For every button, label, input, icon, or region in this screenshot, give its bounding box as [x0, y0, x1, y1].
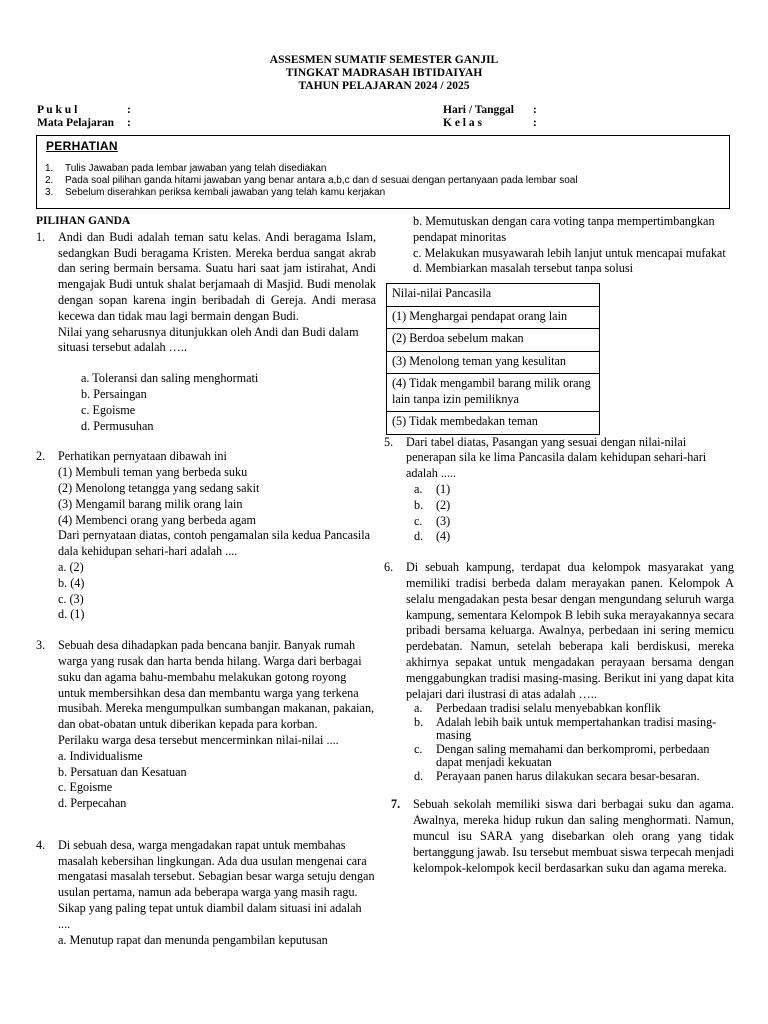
notice-box	[36, 135, 730, 209]
option-text: Dengan saling memahami dan berkompromi, perbedaan dapat menjadi kekuatan	[436, 741, 710, 770]
question-6	[384, 560, 734, 702]
option[interactable]	[414, 743, 734, 770]
hari-label: Hari / Tanggal	[443, 104, 514, 116]
option[interactable]: c. Melakukan musyawarah lebih lanjut untuk mencapai mufakat	[413, 245, 726, 260]
option[interactable]: c. Egoisme	[81, 402, 136, 417]
question-text: Di sebuah desa, warga mengadakan rapat untuk membahas masalah kebersihan lingkungan. Ada dua usulan mengenai cara mengatasi masalah tersebut. Sebagian besar warga setuju dengan usulan pertama, namun ada beberapa warga yang masih ragu. Sikap yang paling tepat untuk diambil dalam situasi ini adalah ....	[58, 837, 375, 931]
table-row: (2) Berdoa sebelum makan	[387, 329, 600, 352]
option-text: (2)	[436, 497, 451, 512]
option[interactable]	[414, 514, 734, 530]
mapel-colon: :	[127, 117, 131, 129]
table-row: (4) Tidak mengambil barang milik orang lain tanpa izin pemiliknya	[387, 374, 600, 412]
header-line-3: TAHUN PELAJARAN 2024 / 2025	[298, 80, 470, 92]
q6-options	[384, 702, 734, 783]
option-letter: b.	[414, 497, 424, 512]
question-number: 2.	[36, 449, 46, 464]
q2-options	[36, 560, 376, 623]
option[interactable]: a. Menutup rapat dan menunda pengambilan keputusan	[58, 932, 328, 947]
pukul-colon: :	[127, 104, 131, 116]
notice-item-text: Pada soal pilihan ganda hitami jawaban yang benar antara a,b,c dan d sesuai dengan pertanyaan pada lembar soal	[65, 175, 578, 186]
option[interactable]	[414, 716, 734, 743]
option[interactable]: b. Persaingan	[81, 386, 147, 401]
option[interactable]: d. (1)	[58, 607, 85, 622]
option[interactable]	[414, 529, 734, 545]
question-5	[384, 435, 734, 482]
table-row: (3) Menolong teman yang kesulitan	[387, 351, 600, 374]
q5-options	[384, 482, 734, 545]
option[interactable]: c. Egoisme	[58, 780, 113, 795]
option-text: Perayaan panen harus dilakukan secara besar-besaran.	[436, 768, 700, 783]
option[interactable]	[414, 770, 734, 784]
question-number: 5.	[384, 434, 394, 449]
notice-item-number: 1.	[45, 163, 54, 174]
question-4	[36, 838, 376, 949]
question-text: Dari tabel diatas, Pasangan yang sesuai dengan nilai-nilai penerapan sila ke lima Pancasila dalam kehidupan sehari-hari adalah .....	[406, 434, 707, 481]
q4-options-cont	[384, 214, 734, 277]
pancasila-table	[386, 283, 600, 435]
option[interactable]	[414, 482, 734, 498]
statement: (4) Membenci orang yang berbeda agam	[58, 512, 256, 527]
question-number: 3.	[36, 638, 46, 653]
option[interactable]: d. Perpecahan	[58, 796, 127, 811]
question-text: Andi dan Budi adalah teman satu kelas. Andi beragama Islam, sedangkan Budi beragama Kristen. Mereka berdua sangat akrab dan sering bermain bersama. Suatu hari saat jam istirahat, Andi mengajak Budi untuk shalat berjamaah di Masjid. Budi menolak dengan sopan karena ingin beribadah di Gereja. Andi merasa kecewa dan tidak mau lagi bermain dengan Budi.	[58, 229, 376, 323]
question-1	[36, 230, 376, 356]
option-letter: b.	[414, 714, 424, 729]
notice-item	[45, 175, 578, 187]
notice-list	[45, 163, 578, 199]
question-number: 1.	[36, 229, 46, 244]
table-row: (1) Menghargai pendapat orang lain	[387, 306, 600, 329]
question-prompt: Nilai yang seharusnya ditunjukkan oleh Andi dan Budi dalam situasi tersebut adalah …..	[58, 324, 359, 355]
q1-options	[36, 371, 376, 434]
pukul-label: P u k u l	[37, 104, 78, 116]
option-text: Perbedaan tradisi selalu menyebabkan konflik	[436, 701, 661, 716]
notice-item-text: Sebelum diserahkan periksa kembali jawaban yang telah kamu kerjakan	[65, 187, 386, 198]
option[interactable]: a. Toleransi dan saling menghormati	[81, 371, 259, 386]
notice-title: PERHATIAN	[46, 139, 118, 153]
notice-item	[45, 163, 578, 175]
option[interactable]: d. Membiarkan masalah tersebut tanpa solusi	[413, 261, 633, 276]
option-letter: d.	[414, 529, 424, 544]
question-number: 7.	[391, 797, 401, 812]
notice-item-number: 2.	[45, 175, 54, 186]
option-text: (1)	[436, 482, 451, 497]
option[interactable]: b. Memutuskan dengan cara voting tanpa mempertimbangkan pendapat minoritas	[413, 214, 715, 244]
option[interactable]	[414, 498, 734, 514]
question-number: 4.	[36, 837, 46, 852]
mapel-label: Mata Pelajaran	[37, 117, 114, 129]
option-letter: c.	[414, 513, 423, 528]
question-prompt: Perilaku warga desa tersebut mencerminkan nilai-nilai ....	[58, 732, 339, 747]
option[interactable]: a. (2)	[58, 559, 84, 574]
question-text: Sebuah sekolah memiliki siswa dari berbagai suku dan agama. Awalnya, mereka hidup rukun dan saling menghormati. Namun, muncul isu SARA yang disebarkan oleh orang yang tidak bertanggung jawab. Isu tersebut membuat siswa terpecah menjadi kelompok-kelompok kecil berdasarkan suku dan agama mereka.	[413, 797, 734, 875]
option-text: Adalah lebih baik untuk mempertahankan tradisi masing-masing	[436, 714, 717, 743]
option[interactable]: c. (3)	[58, 591, 84, 606]
left-column	[36, 214, 376, 948]
statement: (3) Mengamil barang milik orang lain	[58, 496, 243, 511]
kelas-colon: :	[533, 117, 537, 129]
table-header: Nilai-nilai Pancasila	[387, 284, 600, 307]
hari-colon: :	[533, 104, 537, 116]
option[interactable]: b. Persatuan dan Kesatuan	[58, 764, 187, 779]
question-text: Di sebuah kampung, terdapat dua kelompok masyarakat yang memiliki tradisi berbeda dalam merayakan panen. Kelompok A selalu mengadakan pesta besar dengan mengundang seluruh warga kampung, sementara Kelompok B lebih suka merayakannya secara pribadi bersama keluarga. Awalnya, perbedaan ini sering memicu perdebatan. Namun, setelah beberapa kali berdiskusi, mereka akhirnya sepakat untuk mengadakan perayaan bersama dengan menggabungkan tradisi masing-masing. Berikut ini yang dapat kita pelajari dari ilustrasi di atas adalah …..	[406, 560, 734, 701]
option-text: (3)	[436, 513, 451, 528]
statement: (1) Membuli teman yang berbeda suku	[58, 465, 248, 480]
meta-right	[443, 104, 537, 130]
option-letter: d.	[414, 768, 424, 783]
statement: (2) Menolong tetangga yang sedang sakit	[58, 480, 260, 495]
meta-left	[37, 104, 131, 130]
question-prompt: Dari pernyataan diatas, contoh pengamalan sila kedua Pancasila dala kehidupan sehari-hari adalah ....	[58, 528, 371, 559]
option[interactable]: b. (4)	[58, 575, 85, 590]
question-number: 6.	[384, 560, 394, 575]
option-text: (4)	[436, 529, 451, 544]
question-intro: Perhatikan pernyataan dibawah ini	[58, 449, 227, 464]
option-letter: c.	[414, 741, 423, 756]
notice-item-text: Tulis Jawaban pada lembar jawaban yang telah disediakan	[65, 163, 327, 174]
kelas-label: K e l a s	[443, 117, 482, 129]
header-line-1: ASSESMEN SUMATIF SEMESTER GANJIL	[269, 54, 499, 66]
section-title: PILIHAN GANDA	[36, 215, 131, 227]
right-column	[384, 214, 734, 876]
option-letter: a.	[414, 701, 423, 716]
notice-item	[45, 187, 578, 199]
question-7	[384, 797, 734, 876]
notice-item-number: 3.	[45, 187, 54, 198]
option[interactable]	[414, 702, 734, 716]
table-row: (5) Tidak membedakan teman	[387, 412, 600, 435]
option[interactable]: a. Individualisme	[58, 748, 143, 763]
question-text: Sebuah desa dihadapkan pada bencana banjir. Banyak rumah warga yang rusak dan harta benda hilang. Warga dari berbagai suku dan agama bahu-membahu melakukan gotong royong untuk membersihkan desa dan membantu warga yang terkena musibah. Mereka mengumpulkan sumbangan makanan, pakaian, dan obat-obatan untuk diberikan kepada para korban.	[58, 638, 375, 732]
option[interactable]: d. Permusuhan	[81, 418, 154, 433]
exam-header	[0, 54, 768, 93]
question-2	[36, 449, 376, 560]
option-letter: a.	[414, 482, 423, 497]
header-line-2: TINGKAT MADRASAH IBTIDAIYAH	[285, 67, 483, 79]
question-3	[36, 638, 376, 812]
